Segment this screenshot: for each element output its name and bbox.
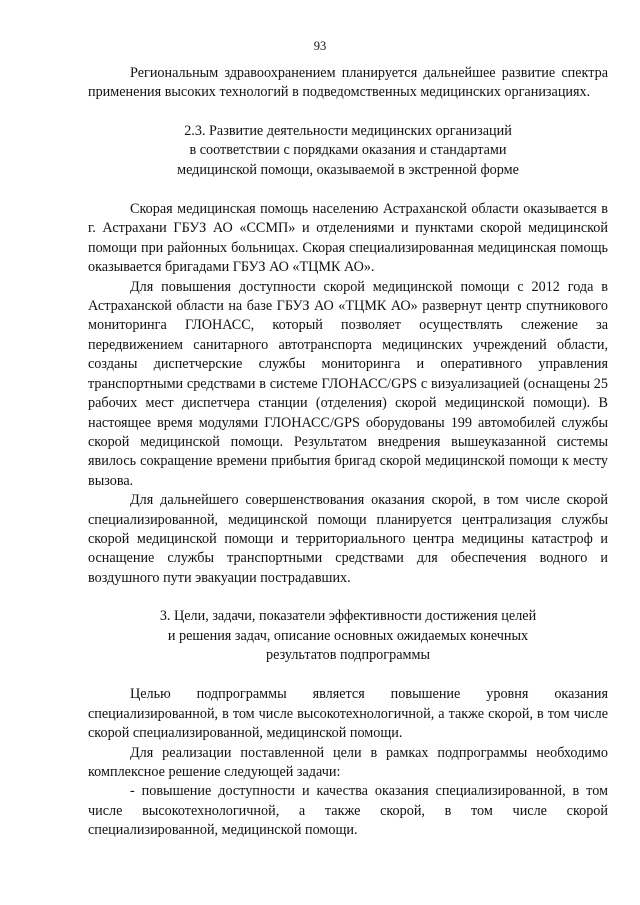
spacer: [88, 180, 608, 200]
heading-line: и решения задач, описание основных ожидаемых конечных: [167, 627, 529, 644]
paragraph: Для повышения доступности скорой медицинской помощи с 2012 года в Астраханской области на базе ГБУЗ АО «ТЦМК АО» развернут центр спутникового мониторинга ГЛОНАСС, который позволяет осуществлять слежение за передвижением санитарного автотранспорта медицинских учреждений области, созданы диспетчерские службы мониторинга и оперативного управления транспортными средствами в системе ГЛОНАСС/GPS с визуализацией (оснащены 25 рабочих мест диспетчера станции (отделения) скорой медицинской помощи). В настоящее время модулями ГЛОНАСС/GPS оборудованы 199 автомобилей службы скорой медицинской помощи. Результатом внедрения вышеуказанной системы явилось сокращение времени прибытия бригад скорой медицинской помощи к месту вызова.: [88, 278, 608, 489]
paragraph: Скорая медицинская помощь населению Астраханской области оказывается в г. Астрахани ГБУЗ АО «ССМП» и отделениями и пунктами скорой медицинской помощи при районных больницах. Скорая специализированная медицинская помощь оказывается бригадами ГБУЗ АО «ТЦМК АО».: [88, 201, 608, 276]
section-2-3-heading: [88, 122, 608, 180]
heading-line: 2.3. Развитие деятельности медицинских организаций: [184, 122, 512, 139]
spacer: [88, 103, 608, 122]
heading-line: результатов подпрограммы: [266, 646, 430, 663]
paragraph: Целью подпрограммы является повышение уровня оказания специализированной, в том числе высокотехнологичной, а также скорой, в том числе скорой специализированной, медицинской помощи.: [88, 686, 608, 742]
section-3-body: [88, 685, 608, 840]
intro-paragraph: Региональным здравоохранением планируется дальнейшее развитие спектра применения высоких технологий в подведомственных медицинских организациях.: [88, 65, 608, 101]
heading-line: в соответствии с порядками оказания и стандартами: [189, 142, 507, 159]
paragraph: Для реализации поставленной цели в рамках подпрограммы необходимо комплексное решение следующей задачи:: [88, 744, 608, 780]
spacer: [88, 588, 608, 607]
heading-line: 3. Цели, задачи, показатели эффективности достижения целей: [159, 608, 537, 625]
paragraph: Для дальнейшего совершенствования оказания скорой, в том числе скорой специализированной, медицинской помощи планируется централизация службы скорой медицинской помощи и территориального центра медицины катастроф и оснащение службы транспортными средствами для обеспечения водного и воздушного пути эвакуации пострадавших.: [88, 492, 608, 586]
page-content: [88, 63, 608, 841]
section-2-3-body: [88, 200, 608, 588]
section-3-heading: [88, 607, 608, 665]
paragraph: - повышение доступности и качества оказания специализированной, в том числе высокотехнологичной, а также скорой, в том числе скорой специализированной, медицинской помощи.: [88, 783, 608, 839]
heading-line: медицинской помощи, оказываемой в экстренной форме: [177, 161, 519, 178]
page-number: 93: [313, 39, 327, 53]
spacer: [88, 665, 608, 685]
